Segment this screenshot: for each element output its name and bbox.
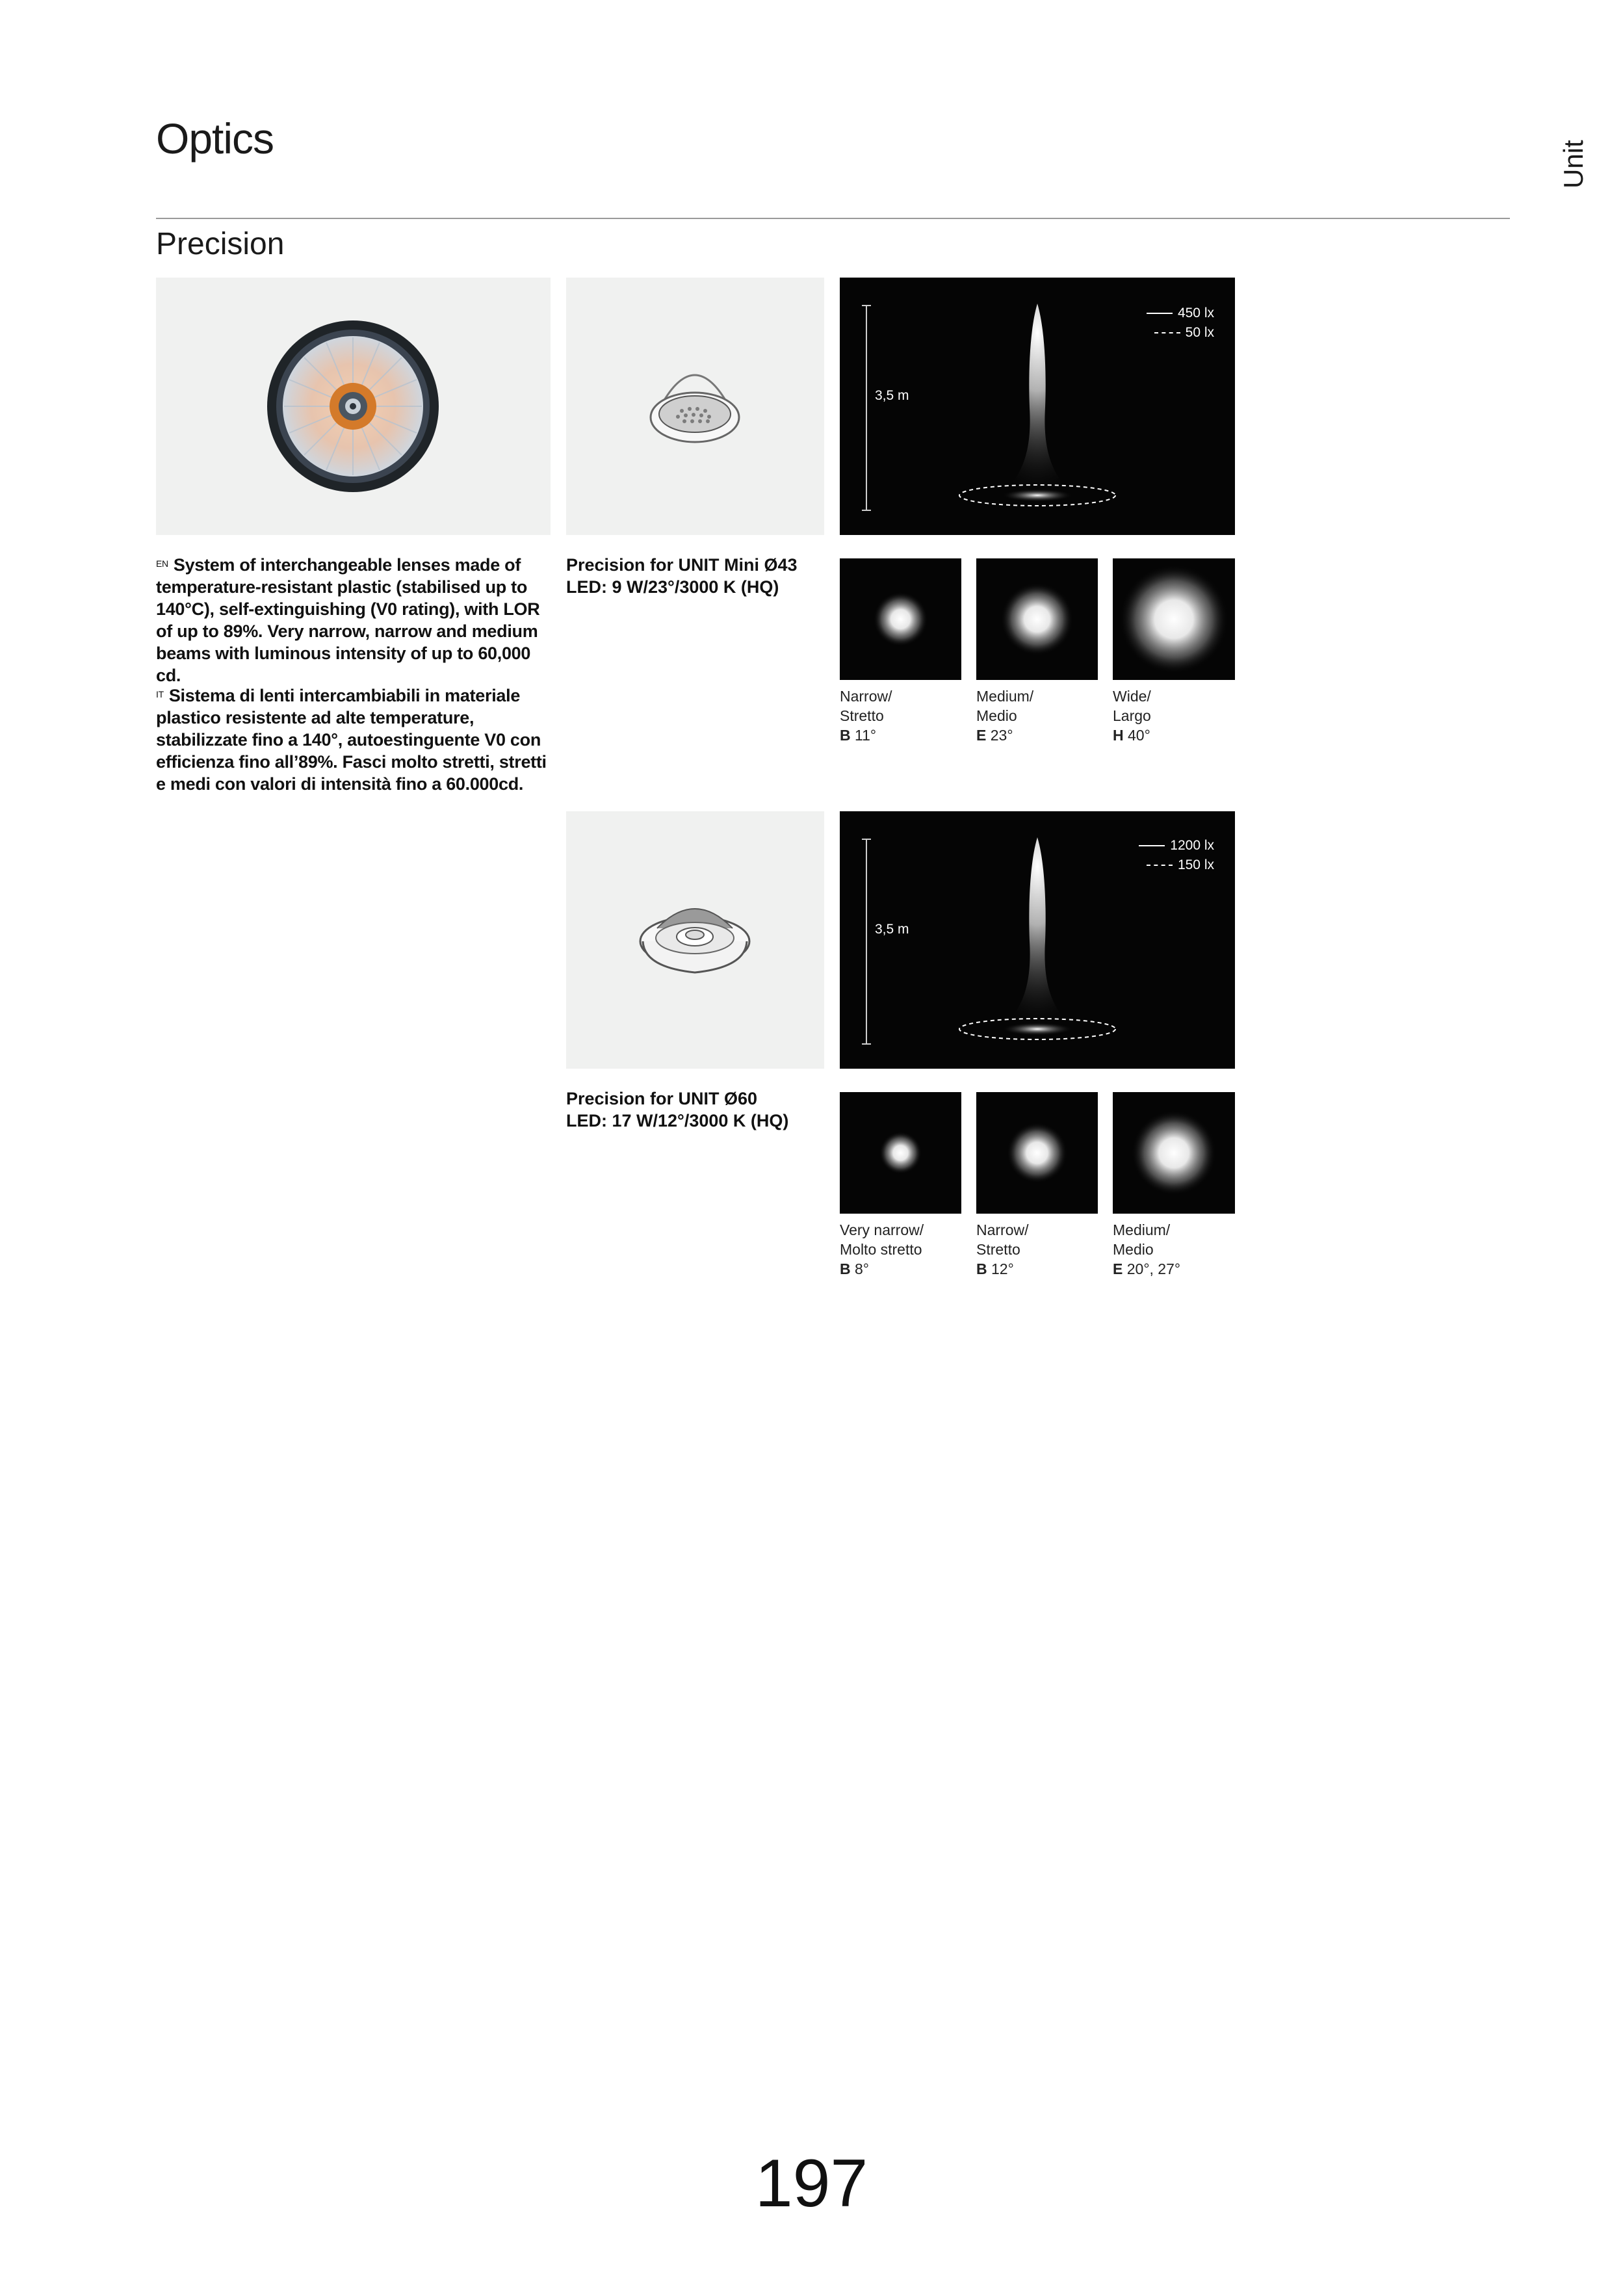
height-label: 3,5 m [875, 388, 909, 403]
beam-code: E [976, 727, 987, 744]
product-1-spec: LED: 9 W/23°/3000 K (HQ) [566, 577, 779, 597]
beam-spot [840, 558, 961, 680]
lens-photo-panel [156, 278, 551, 535]
beam-code: B [976, 1260, 987, 1277]
description-en [156, 554, 552, 686]
beam-spot [1113, 558, 1235, 680]
beam-spot-glow [879, 1132, 922, 1174]
side-tab-label: Unit [1558, 140, 1589, 189]
beam-code: B [840, 727, 851, 744]
product-2-beam-diagram [840, 811, 1235, 1069]
beam-name-en: Medium/ [1113, 1221, 1171, 1238]
beam-spot [1113, 1092, 1235, 1214]
beam-name-en: Very narrow/ [840, 1221, 924, 1238]
height-tick-top [862, 839, 871, 840]
beam-name-en: Wide/ [1113, 688, 1151, 705]
legend-solid-value: 450 lx [1177, 306, 1214, 320]
beam-name-it: Molto stretto [840, 1241, 922, 1258]
beam-label [840, 1220, 924, 1279]
product-1-beam-diagram [840, 278, 1235, 535]
height-label: 3,5 m [875, 922, 909, 937]
description-en-text: System of interchangeable lenses made of temperature-resistant plastic (stabilised up to 140°C), self-extinguishing (V0 rating), with LOR of up to 89%. Very narrow, narrow and medium beams with luminous intensity of up to 60,000 cd. [156, 555, 540, 685]
product-2-photo-panel [566, 811, 824, 1069]
lens-photo [156, 278, 551, 535]
beam-name-en: Narrow/ [976, 1221, 1029, 1238]
height-tick-bottom [862, 1043, 871, 1045]
product-2-spec: LED: 17 W/12°/3000 K (HQ) [566, 1111, 789, 1130]
dashed-line-swatch [1147, 865, 1173, 866]
description-it-text: Sistema di lenti intercambiabili in materiale plastico resistente ad alte temperature, stabilizzate fino a 140°, autoestinguente V0 con efficienza fino all’89%. Fasci molto stretti, stretti e medi con valori di intensità fino a 60.000cd. [156, 686, 547, 794]
beam-code: B [840, 1260, 851, 1277]
beam-name-en: Narrow/ [840, 688, 892, 705]
beam-angle: 40° [1128, 727, 1150, 744]
beam-name-it: Stretto [976, 1241, 1020, 1258]
description-it [156, 685, 552, 795]
product-2-lens-drawing [566, 811, 824, 1069]
beam-spot [840, 1092, 961, 1214]
height-indicator [866, 839, 867, 1043]
legend-dashed-value: 150 lx [1177, 857, 1214, 872]
height-tick-bottom [862, 510, 871, 511]
beam-label [976, 1220, 1029, 1279]
product-1-name: Precision for UNIT Mini Ø43 [566, 555, 798, 575]
beam-angle: 12° [991, 1260, 1014, 1277]
solid-line-swatch [1147, 313, 1173, 314]
height-tick-top [862, 305, 871, 306]
beam-code: H [1113, 727, 1124, 744]
side-tab [1550, 130, 1602, 189]
beam-spot [976, 558, 1098, 680]
beam-angle: 8° [855, 1260, 870, 1277]
legend-dashed-value: 50 lx [1185, 325, 1214, 340]
beam-label [1113, 1220, 1180, 1279]
product-1-lens-drawing [566, 278, 824, 535]
height-indicator [866, 305, 867, 510]
beam-label [1113, 686, 1151, 745]
beam-spot-glow [1007, 1123, 1068, 1184]
lang-tag-en: EN [156, 558, 168, 569]
beam-spot-glow [1119, 564, 1228, 673]
product-1-photo-panel [566, 278, 824, 535]
beam-angle: 23° [990, 727, 1013, 744]
header-divider [156, 218, 1510, 219]
section-title: Precision [156, 227, 285, 261]
beam-spot-glow [1000, 582, 1073, 655]
beam-name-en: Medium/ [976, 688, 1034, 705]
beam-spot-glow [1132, 1110, 1217, 1195]
legend-solid-value: 1200 lx [1170, 838, 1214, 853]
product-1-caption [566, 554, 826, 598]
page-title: Optics [156, 114, 274, 163]
product-2-name: Precision for UNIT Ø60 [566, 1089, 758, 1108]
beam-label [840, 686, 892, 745]
beam-code: E [1113, 1260, 1123, 1277]
lux-legend [1147, 304, 1214, 343]
lux-legend [1139, 836, 1214, 875]
beam-spot-glow [873, 592, 928, 646]
solid-line-swatch [1139, 845, 1165, 846]
beam-spot [976, 1092, 1098, 1214]
dashed-line-swatch [1154, 332, 1180, 333]
lang-tag-it: IT [156, 689, 164, 699]
beam-name-it: Medio [976, 707, 1017, 724]
beam-name-it: Largo [1113, 707, 1151, 724]
product-2-caption [566, 1088, 826, 1132]
beam-name-it: Stretto [840, 707, 884, 724]
beam-angle: 20°, 27° [1126, 1260, 1181, 1277]
beam-angle: 11° [855, 727, 877, 744]
beam-label [976, 686, 1033, 745]
beam-name-it: Medio [1113, 1241, 1154, 1258]
page-number: 197 [755, 2146, 868, 2221]
